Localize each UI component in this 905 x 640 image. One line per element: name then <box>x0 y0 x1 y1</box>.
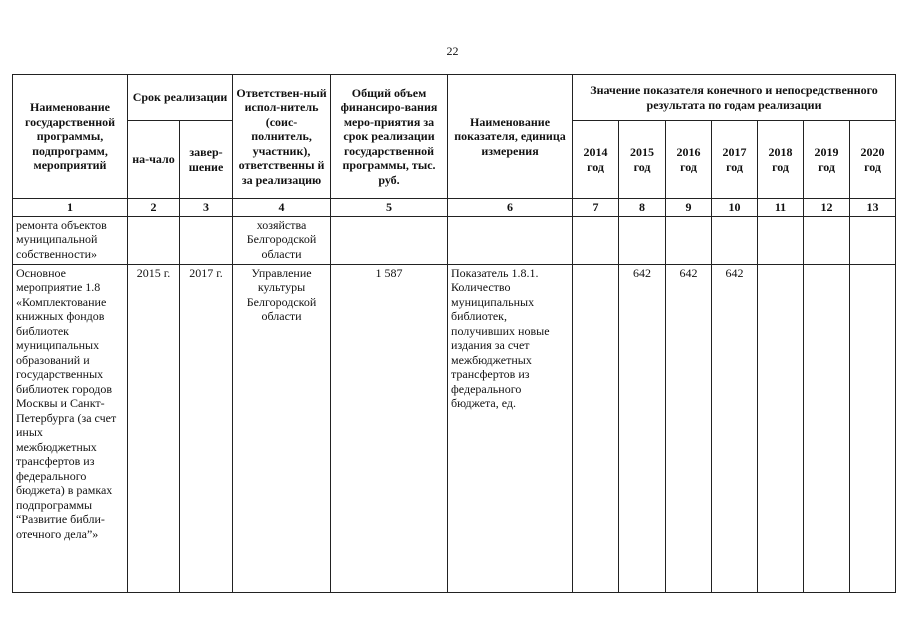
column-number-row <box>13 199 896 217</box>
table-row <box>13 216 896 264</box>
header-year-2015: 2015 год <box>619 121 666 199</box>
column-number: 12 <box>804 199 850 217</box>
row-responsible: Управление культуры Белгородской области <box>233 264 331 592</box>
row-value-2014 <box>573 264 619 592</box>
row-value-2016: 642 <box>666 264 712 592</box>
header-year-2017: 2017 год <box>712 121 758 199</box>
column-number: 3 <box>180 199 233 217</box>
row-end: 2017 г. <box>180 264 233 592</box>
row-value-2019 <box>804 216 850 264</box>
row-name: Основное мероприятие 1.8 «Комплектование книжных фондов библиотек муниципальных образований и государственных библиотек городов Москвы и Санкт-Петербурга (за счет иных межбюджетных трансфертов из федерального бюджета) в рамках подпрограммы “Развитие библи-отечного дела”» <box>13 264 128 592</box>
header-name: Наименование государственной программы, подпрограмм, мероприятий <box>13 75 128 199</box>
header-year-2020: 2020 год <box>850 121 896 199</box>
row-indicator: Показатель 1.8.1. Количество муниципальных библиотек, получивших новые издания за счет межбюджетных трансфертов из федерального бюджета, ед. <box>448 264 573 592</box>
column-number: 5 <box>331 199 448 217</box>
header-responsible: Ответствен-ный испол-нитель (соис-полнитель, участник), ответственны й за реализацию <box>233 75 331 199</box>
row-value-2019 <box>804 264 850 592</box>
row-total <box>331 216 448 264</box>
column-number: 7 <box>573 199 619 217</box>
row-value-2017 <box>712 216 758 264</box>
row-value-2015 <box>619 216 666 264</box>
header-values: Значение показателя конечного и непосредственного результата по годам реализации <box>573 75 896 121</box>
row-value-2016 <box>666 216 712 264</box>
row-value-2018 <box>758 264 804 592</box>
header-term-start: на-чало <box>128 121 180 199</box>
header-year-2018: 2018 год <box>758 121 804 199</box>
row-start: 2015 г. <box>128 264 180 592</box>
row-name: ремонта объектов муниципальной собственности» <box>13 216 128 264</box>
row-responsible: хозяйства Белгородской области <box>233 216 331 264</box>
column-number: 10 <box>712 199 758 217</box>
header-term: Срок реализации <box>128 75 233 121</box>
column-number: 13 <box>850 199 896 217</box>
table-row <box>13 264 896 592</box>
row-indicator <box>448 216 573 264</box>
column-number: 1 <box>13 199 128 217</box>
program-table <box>12 74 896 593</box>
row-value-2020 <box>850 216 896 264</box>
row-value-2015: 642 <box>619 264 666 592</box>
header-year-2019: 2019 год <box>804 121 850 199</box>
column-number: 2 <box>128 199 180 217</box>
header-total-financing: Общий объем финансиро-вания меро-приятия за срок реализации государственной программы, тыс. руб. <box>331 75 448 199</box>
header-year-2016: 2016 год <box>666 121 712 199</box>
header-year-2014: 2014 год <box>573 121 619 199</box>
page-number: 22 <box>446 44 459 58</box>
column-number: 6 <box>448 199 573 217</box>
row-value-2020 <box>850 264 896 592</box>
header-indicator: Наименование показателя, единица измерения <box>448 75 573 199</box>
row-value-2018 <box>758 216 804 264</box>
header-term-end: завер-шение <box>180 121 233 199</box>
column-number: 4 <box>233 199 331 217</box>
row-value-2014 <box>573 216 619 264</box>
row-end <box>180 216 233 264</box>
row-total: 1 587 <box>331 264 448 592</box>
column-number: 11 <box>758 199 804 217</box>
column-number: 8 <box>619 199 666 217</box>
column-number: 9 <box>666 199 712 217</box>
row-value-2017: 642 <box>712 264 758 592</box>
row-start <box>128 216 180 264</box>
